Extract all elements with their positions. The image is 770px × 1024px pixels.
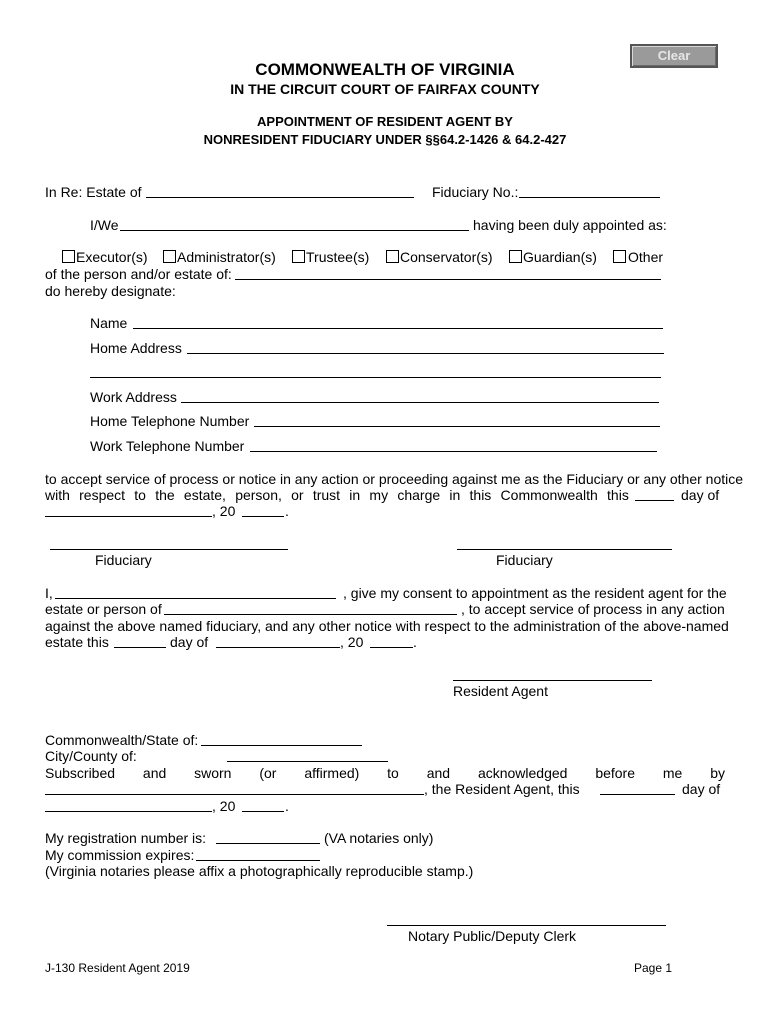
iwe-field[interactable] [120,230,469,231]
other-checkbox[interactable] [613,250,626,263]
service-year-prefix: , 20 [212,503,236,519]
work-phone-field[interactable] [250,451,657,452]
subscribed-sworn-line: Subscribed and sworn (or affirmed) to and acknowledged before me by [45,765,725,781]
work-address-field[interactable] [181,402,659,403]
consent-i-label: I, [45,585,53,601]
resident-agent-this-label: , the Resident Agent, this [424,781,580,797]
person-estate-label: of the person and/or estate of: [45,266,232,282]
consent-text: , give my consent to appointment as the resident agent for the [343,585,727,601]
clear-button[interactable]: Clear [630,44,718,68]
fiduciary-no-field[interactable] [519,197,660,198]
commission-field[interactable] [196,860,320,861]
home-phone-label: Home Telephone Number [90,413,250,429]
consent-name-field[interactable] [55,598,336,599]
notary-period: . [285,798,289,814]
form-title-line1: APPOINTMENT OF RESIDENT AGENT BY [257,114,513,129]
iwe-label: I/We [90,217,119,233]
page-number: Page 1 [634,961,673,975]
service-month-field[interactable] [45,516,212,517]
service-text-line1: to accept service of process or notice in any action or proceeding against me as the Fiduciary or any other notice [45,471,744,487]
fiduciary-signature-left[interactable] [50,549,288,550]
notary-day-field[interactable] [600,794,675,795]
resident-agent-signature[interactable] [453,680,652,681]
guardian-checkbox[interactable] [509,250,522,263]
stamp-note: (Virginia notaries please affix a photographically reproducible stamp.) [45,863,474,879]
estate-person-label: estate or person of [45,601,162,617]
notary-clerk-label: Notary Public/Deputy Clerk [408,928,577,944]
name-label: Name [90,315,128,331]
fiduciary-signature-right[interactable] [457,549,672,550]
estate-of-field[interactable] [146,197,414,198]
consent-day-field[interactable] [114,647,166,648]
accept-service-text: , to accept service of process in any action [461,601,725,617]
home-address-field[interactable] [187,353,664,354]
state-label: Commonwealth/State of: [45,732,199,748]
subscriber-name-field[interactable] [45,794,424,795]
fiduciary-label-left: Fiduciary [95,552,152,568]
notary-signature-line[interactable] [387,925,666,926]
notary-month-field[interactable] [45,811,212,812]
notary-year-field[interactable] [242,811,284,812]
consent-day-of-label: day of [170,634,209,650]
guardian-label: Guardian(s) [523,249,597,265]
consent-text-line3: against the above named fiduciary, and any other notice with respect to the administration of the above-named [45,618,729,634]
registration-label: My registration number is: [45,830,207,846]
home-address-field-line2[interactable] [90,377,661,378]
consent-month-field[interactable] [216,647,340,648]
notary-day-of-label: day of [682,781,721,797]
va-notaries-note: (VA notaries only) [324,830,434,846]
person-estate-field[interactable] [235,279,661,280]
in-re-estate-label: In Re: Estate of [45,184,142,200]
city-county-field[interactable] [227,761,388,762]
trustee-checkbox[interactable] [292,250,305,263]
home-address-label: Home Address [90,340,182,356]
conservator-checkbox[interactable] [386,250,399,263]
administrator-label: Administrator(s) [177,249,276,265]
name-field[interactable] [133,328,663,329]
work-address-label: Work Address [90,389,177,405]
executor-label: Executor(s) [76,249,148,265]
trustee-label: Trustee(s) [306,249,370,265]
form-title-line2: NONRESIDENT FIDUCIARY UNDER §§64.2-1426 & 64.2-427 [203,132,567,147]
work-phone-label: Work Telephone Number [90,438,245,454]
service-period: . [285,503,289,519]
state-field[interactable] [201,745,362,746]
service-text-line2: with respect to the estate, person, or trust in my charge in this Commonwealth this [45,487,629,503]
estate-this-label: estate this [45,634,109,650]
consent-year-field[interactable] [370,647,413,648]
city-county-label: City/County of: [45,748,137,764]
appointed-as-label: having been duly appointed as: [473,217,667,233]
designate-label: do hereby designate: [45,283,176,299]
consent-period: . [413,634,417,650]
service-day-of-label: day of [681,487,720,503]
administrator-checkbox[interactable] [163,250,176,263]
other-label: Other [628,249,664,265]
resident-agent-label: Resident Agent [453,683,548,699]
service-year-field[interactable] [242,516,284,517]
document-title: COMMONWEALTH OF VIRGINIA [255,60,515,79]
form-id: J-130 Resident Agent 2019 [45,961,190,975]
home-phone-field[interactable] [254,426,660,427]
commission-label: My commission expires: [45,847,195,863]
executor-checkbox[interactable] [62,250,75,263]
fiduciary-label-right: Fiduciary [496,552,553,568]
conservator-label: Conservator(s) [400,249,493,265]
service-day-field[interactable] [635,500,674,501]
registration-field[interactable] [216,843,320,844]
estate-person-field[interactable] [164,614,457,615]
fiduciary-no-label: Fiduciary No.: [432,184,519,200]
consent-year-prefix: , 20 [340,634,364,650]
court-name: IN THE CIRCUIT COURT OF FAIRFAX COUNTY [230,81,540,97]
notary-year-prefix: , 20 [212,798,236,814]
